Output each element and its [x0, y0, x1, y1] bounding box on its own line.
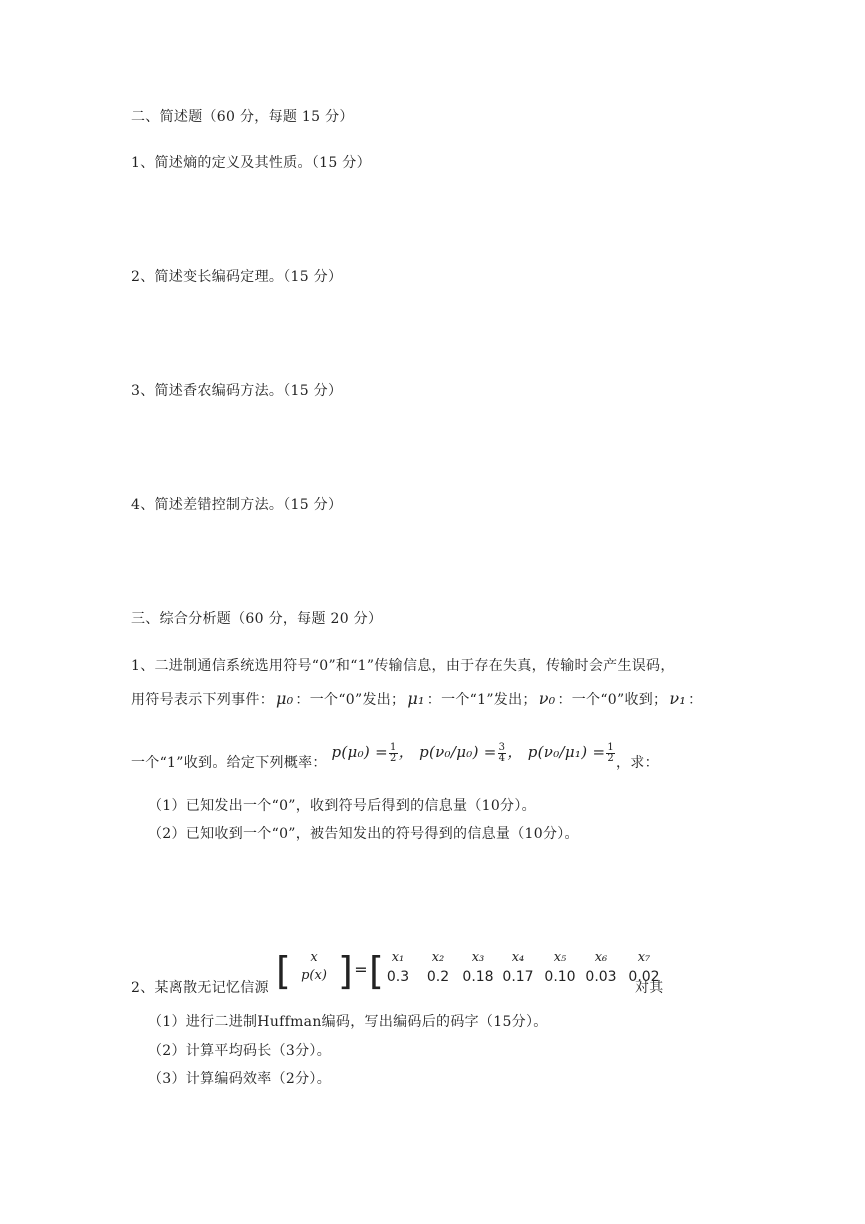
- denominator: 4: [498, 752, 506, 764]
- symbol-x6: x₆: [594, 950, 608, 965]
- left-bracket: [: [369, 949, 384, 993]
- text-segment: 用符号表示下列事件：: [131, 692, 274, 708]
- text-segment: ：一个“0”收到；: [557, 692, 668, 708]
- section3-q2-sub2: （2）计算平均码长（3分）。: [148, 1043, 332, 1059]
- prob-x4: 0.17: [502, 969, 534, 985]
- section3-q2-after: 对其: [635, 980, 664, 996]
- prob-x3: 0.18: [462, 969, 494, 985]
- right-bracket: ]: [338, 949, 353, 993]
- section3-q2-sub1: （1）进行二进制Huffman编码，写出编码后的码字（15分）。: [148, 1014, 548, 1030]
- section2-question-1: 1、简述熵的定义及其性质。（15 分）: [131, 155, 371, 171]
- mu0-symbol: μ₀: [276, 689, 294, 708]
- section3-q1-line1: 1、二进制通信系统选用符号“0”和“1”传输信息，由于存在失真，传输时会产生误码，: [131, 658, 675, 674]
- v1-symbol: ν₁: [669, 689, 687, 708]
- fraction: [389, 743, 398, 764]
- prob-v0-given-mu0: p(ν₀/μ₀) =: [419, 743, 497, 761]
- equals-sign: =: [354, 960, 368, 979]
- prob-x1: 0.3: [386, 969, 410, 985]
- symbol-x5: x₅: [553, 950, 567, 965]
- left-bracket: [: [276, 949, 291, 993]
- fraction: [606, 743, 615, 764]
- numerator: 3: [498, 741, 506, 753]
- section3-heading: 三、综合分析题（60 分，每题 20 分）: [131, 611, 383, 627]
- prob-x5: 0.10: [544, 969, 576, 985]
- prob-mu0: p(μ₀) =: [331, 743, 389, 761]
- numerator: 1: [390, 741, 397, 753]
- section3-q1-line2: [131, 689, 702, 709]
- text-segment: ：: [688, 692, 703, 708]
- probability-formula: [331, 741, 617, 764]
- section2-question-3: 3、简述香农编码方法。（15 分）: [131, 383, 343, 399]
- symbol-x7: x₇: [637, 950, 651, 965]
- section3-q2-intro: 2、某离散无记忆信源: [131, 980, 269, 996]
- text-segment: ：一个“1”发出；: [426, 692, 537, 708]
- mu1-symbol: μ₁: [407, 689, 425, 708]
- section2-question-2: 2、简述变长编码定理。（15 分）: [131, 269, 343, 285]
- denominator: 2: [607, 752, 614, 764]
- matrix-x-label: x: [310, 950, 318, 965]
- section3-q1-sub1: （1）已知发出一个“0”，收到符号后得到的信息量（10分）。: [148, 798, 536, 814]
- matrix-px-label: p(x): [301, 968, 327, 983]
- section2-question-4: 4、简述差错控制方法。（15 分）: [131, 497, 343, 513]
- fraction: [498, 743, 507, 764]
- denominator: 2: [390, 752, 397, 764]
- prob-x7: 0.02: [628, 969, 660, 985]
- symbol-x2: x₂: [431, 950, 445, 965]
- prob-v0-given-mu1: p(ν₀/μ₁) =: [527, 743, 606, 761]
- numerator: 1: [607, 741, 614, 753]
- separator: ，: [398, 743, 414, 761]
- section2-heading: 二、简述题（60 分，每题 15 分）: [131, 109, 354, 125]
- section3-q1-line3: [131, 742, 659, 783]
- symbol-x3: x₃: [471, 950, 485, 965]
- text-segment: ：一个“0”发出；: [295, 692, 406, 708]
- section3-q2-sub3: （3）计算编码效率（2分）。: [148, 1071, 332, 1087]
- text-segment: ，求：: [616, 755, 659, 771]
- prob-x6: 0.03: [585, 969, 617, 985]
- prob-x2: 0.2: [426, 969, 450, 985]
- section3-q1-sub2: （2）已知收到一个“0”，被告知发出的符号得到的信息量（10分）。: [148, 826, 579, 842]
- text-segment: 一个“1”收到。给定下列概率：: [131, 755, 327, 771]
- symbol-x4: x₄: [511, 950, 525, 965]
- separator: ，: [507, 743, 523, 761]
- symbol-x1: x₁: [391, 950, 405, 965]
- v0-symbol: ν₀: [538, 689, 556, 708]
